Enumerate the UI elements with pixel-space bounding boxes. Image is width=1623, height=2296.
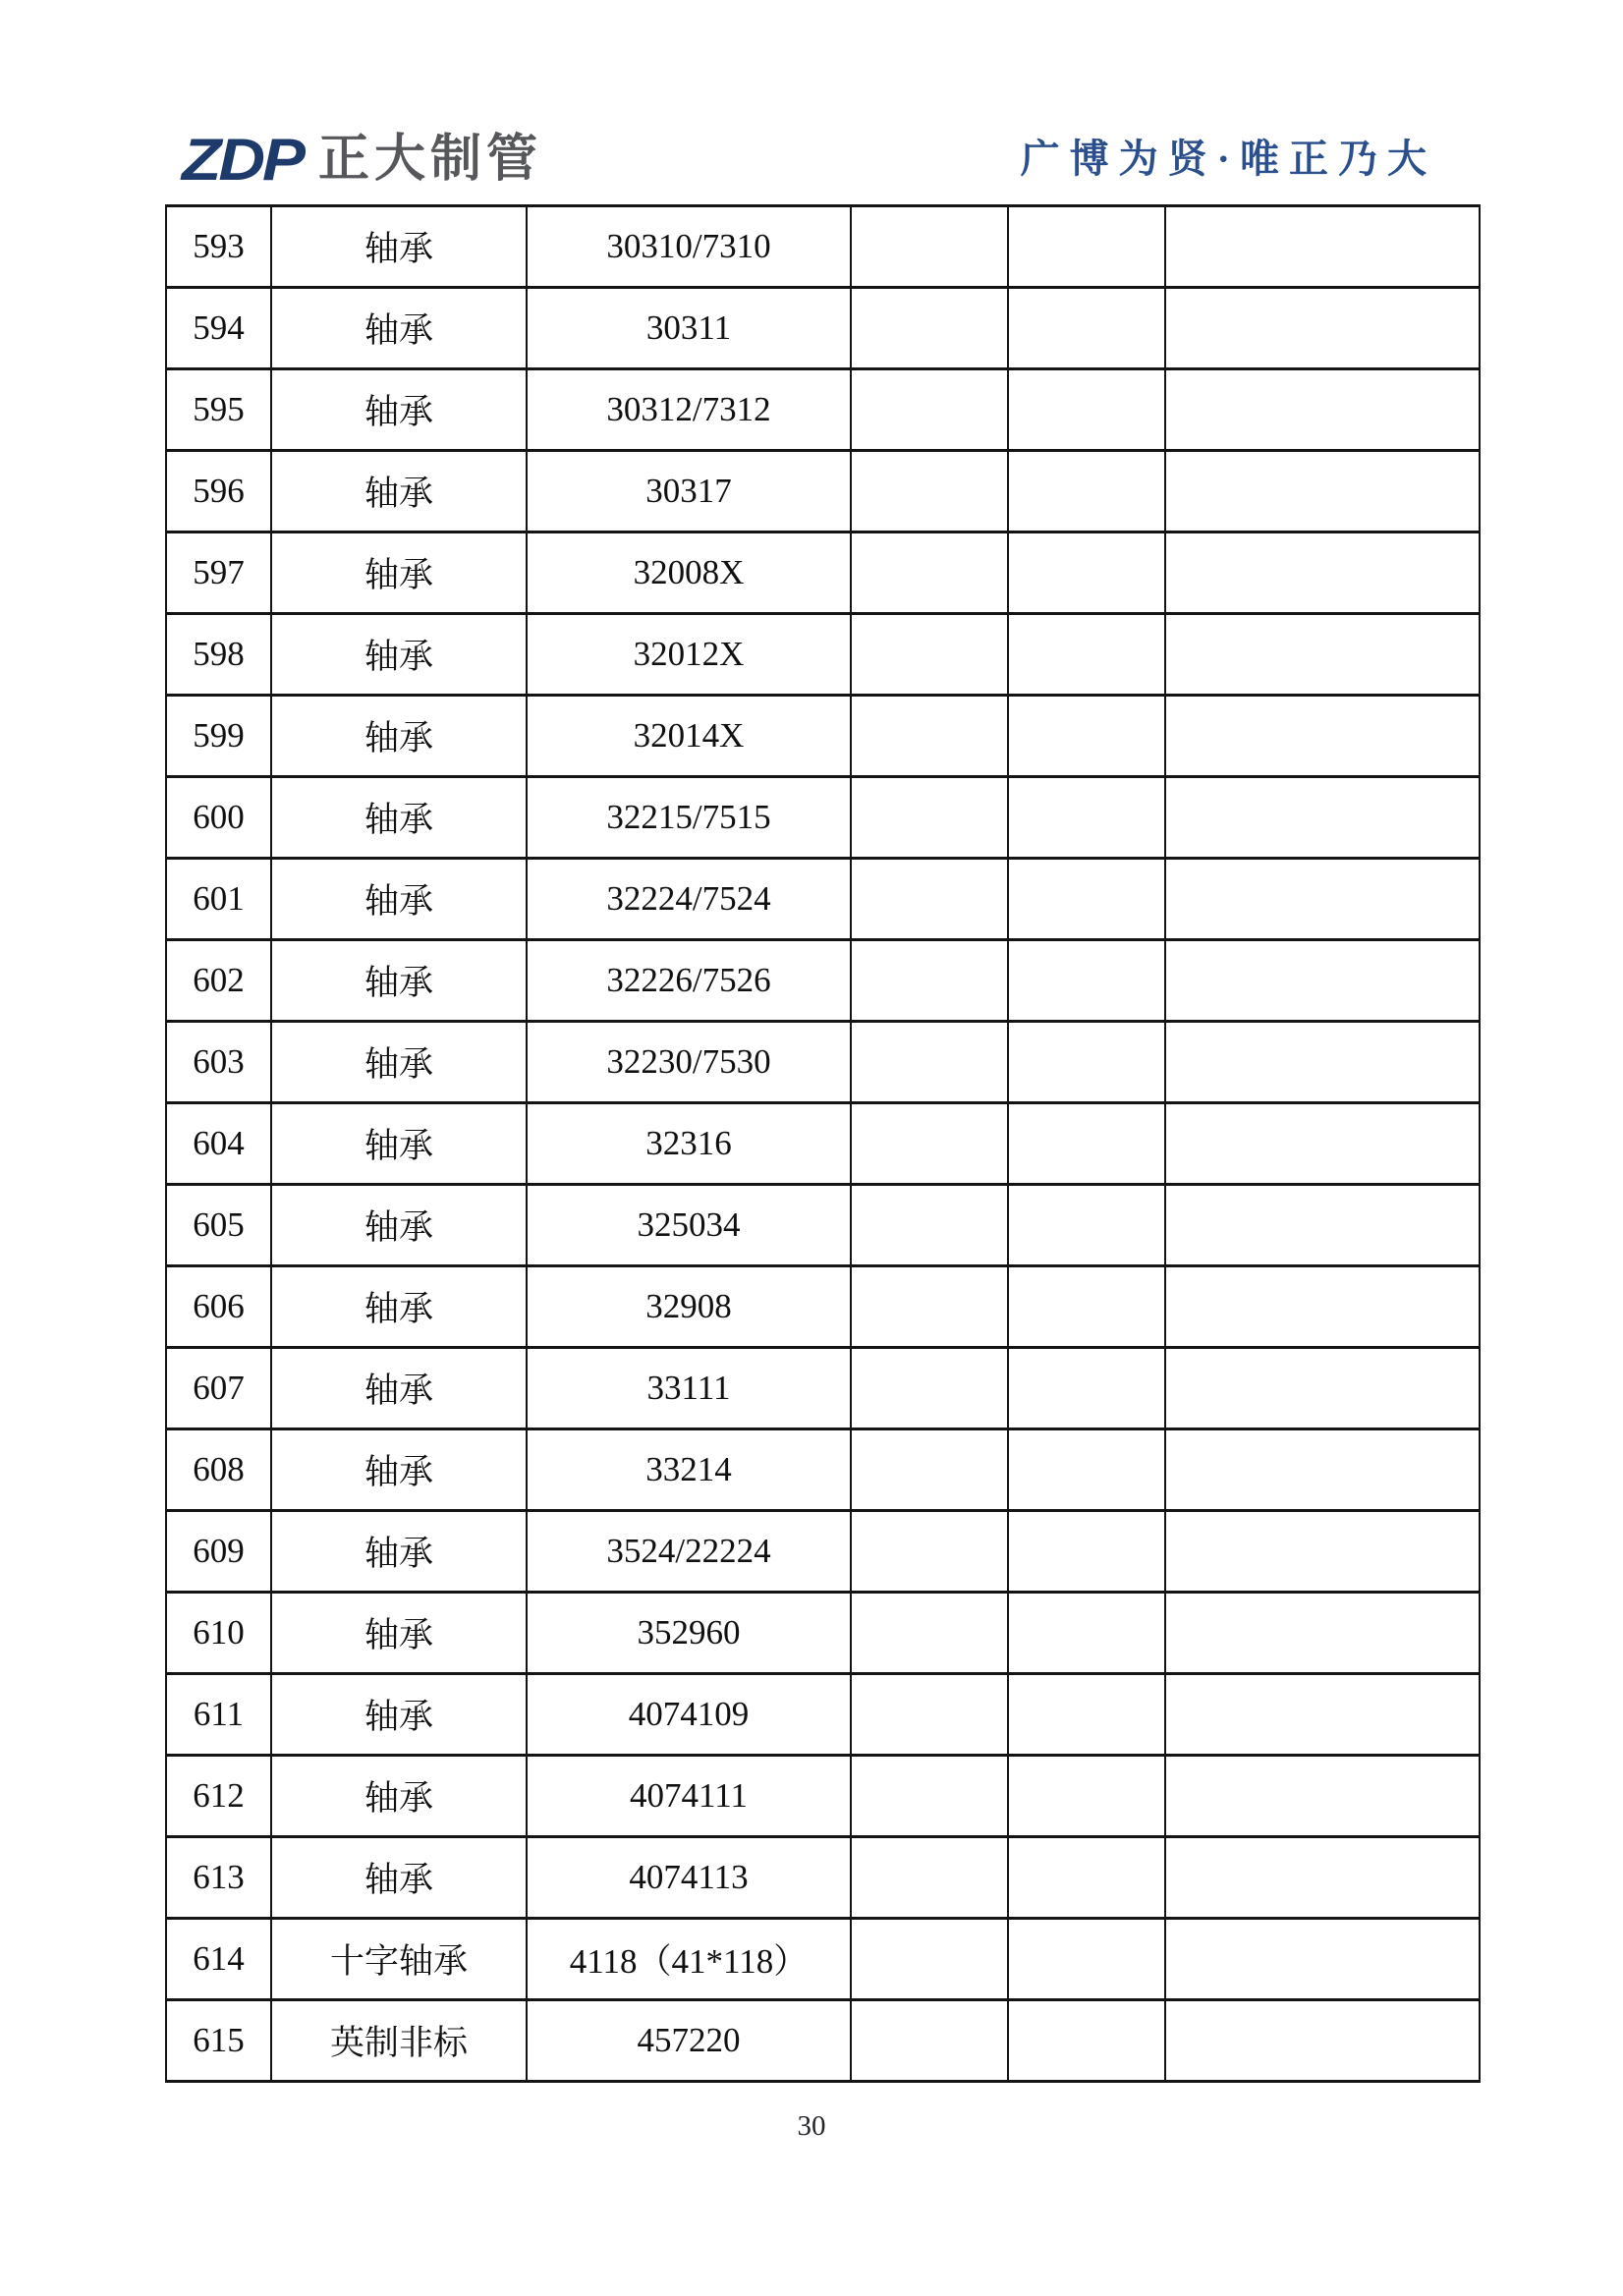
empty-cell (851, 369, 1008, 451)
empty-cell (1165, 614, 1480, 696)
empty-cell (851, 859, 1008, 940)
part-type-cell: 轴承 (271, 1022, 527, 1103)
part-type-cell: 十字轴承 (271, 1919, 527, 2000)
empty-cell (1165, 696, 1480, 777)
empty-cell (1008, 1674, 1165, 1756)
company-name: 正大制管 (318, 131, 543, 188)
part-spec-cell: 4074113 (527, 1837, 851, 1919)
part-type-cell: 轴承 (271, 451, 527, 532)
part-type-cell: 轴承 (271, 1674, 527, 1756)
empty-cell (851, 1756, 1008, 1837)
empty-cell (1165, 369, 1480, 451)
part-type-cell: 轴承 (271, 532, 527, 614)
part-type-cell: 轴承 (271, 1837, 527, 1919)
row-number-cell: 612 (166, 1756, 271, 1837)
empty-cell (851, 1837, 1008, 1919)
part-type-cell: 轴承 (271, 1429, 527, 1511)
zdp-logo-icon: ZDP (182, 125, 303, 194)
table-row (166, 1266, 1480, 1348)
table-row (166, 696, 1480, 777)
empty-cell (1165, 2000, 1480, 2082)
part-spec-cell: 32230/7530 (527, 1022, 851, 1103)
row-number-cell: 614 (166, 1919, 271, 2000)
table-row (166, 2000, 1480, 2082)
empty-cell (1165, 1429, 1480, 1511)
parts-table (165, 204, 1481, 2083)
empty-cell (851, 206, 1008, 288)
row-number-cell: 605 (166, 1185, 271, 1266)
table-row (166, 940, 1480, 1022)
empty-cell (1008, 614, 1165, 696)
table-row (166, 1429, 1480, 1511)
empty-cell (1008, 1103, 1165, 1185)
empty-cell (851, 1429, 1008, 1511)
part-spec-cell: 32908 (527, 1266, 851, 1348)
row-number-cell: 613 (166, 1837, 271, 1919)
row-number-cell: 603 (166, 1022, 271, 1103)
empty-cell (1165, 940, 1480, 1022)
part-spec-cell: 32012X (527, 614, 851, 696)
part-spec-cell: 352960 (527, 1593, 851, 1674)
part-type-cell: 轴承 (271, 614, 527, 696)
row-number-cell: 598 (166, 614, 271, 696)
empty-cell (1008, 1756, 1165, 1837)
empty-cell (1165, 1103, 1480, 1185)
empty-cell (1165, 1756, 1480, 1837)
empty-cell (1008, 532, 1165, 614)
empty-cell (1008, 2000, 1165, 2082)
empty-cell (1165, 1022, 1480, 1103)
part-spec-cell: 4074109 (527, 1674, 851, 1756)
empty-cell (851, 1348, 1008, 1429)
empty-cell (1008, 1022, 1165, 1103)
part-type-cell: 轴承 (271, 1511, 527, 1593)
empty-cell (1008, 940, 1165, 1022)
empty-cell (851, 1919, 1008, 2000)
table-row (166, 614, 1480, 696)
part-type-cell: 轴承 (271, 1103, 527, 1185)
table-row (166, 1511, 1480, 1593)
part-type-cell: 轴承 (271, 206, 527, 288)
empty-cell (1008, 206, 1165, 288)
empty-cell (1165, 1185, 1480, 1266)
part-spec-cell: 30312/7312 (527, 369, 851, 451)
row-number-cell: 597 (166, 532, 271, 614)
empty-cell (1008, 1511, 1165, 1593)
table-row (166, 1103, 1480, 1185)
part-type-cell: 轴承 (271, 1266, 527, 1348)
page-number: 30 (797, 2110, 826, 2142)
part-spec-cell: 457220 (527, 2000, 851, 2082)
empty-cell (1165, 1348, 1480, 1429)
part-type-cell: 轴承 (271, 696, 527, 777)
part-spec-cell: 32224/7524 (527, 859, 851, 940)
empty-cell (851, 532, 1008, 614)
row-number-cell: 594 (166, 288, 271, 369)
empty-cell (1165, 1837, 1480, 1919)
empty-cell (1008, 1593, 1165, 1674)
row-number-cell: 606 (166, 1266, 271, 1348)
empty-cell (1165, 1919, 1480, 2000)
empty-cell (851, 696, 1008, 777)
empty-cell (851, 1674, 1008, 1756)
part-spec-cell: 30317 (527, 451, 851, 532)
row-number-cell: 596 (166, 451, 271, 532)
table-row (166, 1837, 1480, 1919)
table-row (166, 1348, 1480, 1429)
empty-cell (1165, 532, 1480, 614)
empty-cell (851, 1103, 1008, 1185)
empty-cell (1165, 288, 1480, 369)
part-type-cell: 轴承 (271, 940, 527, 1022)
row-number-cell: 595 (166, 369, 271, 451)
empty-cell (851, 1022, 1008, 1103)
table-row (166, 1919, 1480, 2000)
part-type-cell: 轴承 (271, 288, 527, 369)
empty-cell (1008, 369, 1165, 451)
part-type-cell: 轴承 (271, 777, 527, 859)
empty-cell (851, 1266, 1008, 1348)
row-number-cell: 601 (166, 859, 271, 940)
table-row (166, 1593, 1480, 1674)
part-type-cell: 轴承 (271, 1593, 527, 1674)
empty-cell (1165, 1593, 1480, 1674)
empty-cell (1165, 777, 1480, 859)
empty-cell (1008, 1348, 1165, 1429)
table-row (166, 777, 1480, 859)
empty-cell (1165, 1266, 1480, 1348)
part-spec-cell: 33111 (527, 1348, 851, 1429)
part-spec-cell: 32316 (527, 1103, 851, 1185)
row-number-cell: 604 (166, 1103, 271, 1185)
row-number-cell: 607 (166, 1348, 271, 1429)
part-spec-cell: 32014X (527, 696, 851, 777)
empty-cell (1165, 1511, 1480, 1593)
empty-cell (851, 1593, 1008, 1674)
empty-cell (851, 2000, 1008, 2082)
part-type-cell: 轴承 (271, 1185, 527, 1266)
empty-cell (851, 940, 1008, 1022)
empty-cell (1165, 859, 1480, 940)
empty-cell (851, 288, 1008, 369)
company-slogan: 广博为贤·唯正乃大 (1020, 137, 1436, 181)
table-row (166, 1674, 1480, 1756)
empty-cell (1008, 859, 1165, 940)
empty-cell (1165, 451, 1480, 532)
part-type-cell: 轴承 (271, 1756, 527, 1837)
part-spec-cell: 30310/7310 (527, 206, 851, 288)
row-number-cell: 602 (166, 940, 271, 1022)
row-number-cell: 593 (166, 206, 271, 288)
empty-cell (851, 451, 1008, 532)
table-row (166, 206, 1480, 288)
table-row (166, 288, 1480, 369)
empty-cell (1008, 1185, 1165, 1266)
part-type-cell: 英制非标 (271, 2000, 527, 2082)
empty-cell (851, 614, 1008, 696)
empty-cell (1008, 1919, 1165, 2000)
part-spec-cell: 325034 (527, 1185, 851, 1266)
part-type-cell: 轴承 (271, 369, 527, 451)
row-number-cell: 599 (166, 696, 271, 777)
empty-cell (1008, 288, 1165, 369)
part-spec-cell: 32215/7515 (527, 777, 851, 859)
table-row (166, 369, 1480, 451)
empty-cell (851, 1185, 1008, 1266)
empty-cell (1008, 1429, 1165, 1511)
empty-cell (1008, 1837, 1165, 1919)
row-number-cell: 611 (166, 1674, 271, 1756)
part-spec-cell: 4118（41*118） (527, 1919, 851, 2000)
row-number-cell: 609 (166, 1511, 271, 1593)
part-spec-cell: 4074111 (527, 1756, 851, 1837)
part-type-cell: 轴承 (271, 1348, 527, 1429)
row-number-cell: 615 (166, 2000, 271, 2082)
page-header (182, 124, 1436, 195)
row-number-cell: 608 (166, 1429, 271, 1511)
part-spec-cell: 32226/7526 (527, 940, 851, 1022)
row-number-cell: 610 (166, 1593, 271, 1674)
part-spec-cell: 30311 (527, 288, 851, 369)
table-row (166, 451, 1480, 532)
empty-cell (1008, 777, 1165, 859)
empty-cell (1008, 451, 1165, 532)
part-type-cell: 轴承 (271, 859, 527, 940)
empty-cell (1165, 206, 1480, 288)
part-spec-cell: 33214 (527, 1429, 851, 1511)
table-row (166, 859, 1480, 940)
part-spec-cell: 3524/22224 (527, 1511, 851, 1593)
empty-cell (1008, 1266, 1165, 1348)
part-spec-cell: 32008X (527, 532, 851, 614)
table-row (166, 532, 1480, 614)
empty-cell (851, 1511, 1008, 1593)
table-row (166, 1756, 1480, 1837)
table-row (166, 1185, 1480, 1266)
empty-cell (851, 777, 1008, 859)
row-number-cell: 600 (166, 777, 271, 859)
company-logo (182, 127, 542, 192)
empty-cell (1008, 696, 1165, 777)
empty-cell (1165, 1674, 1480, 1756)
table-row (166, 1022, 1480, 1103)
